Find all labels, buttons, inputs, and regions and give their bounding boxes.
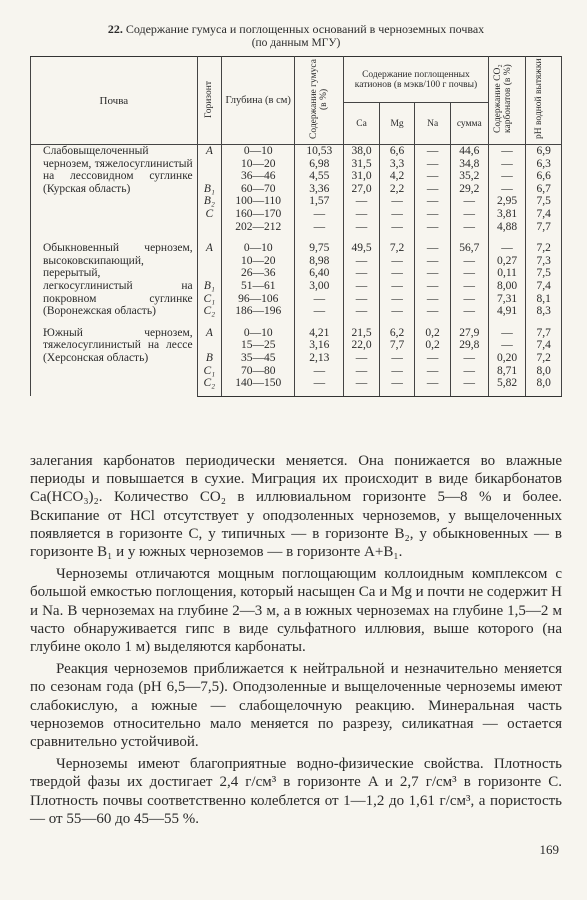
cell-mg: — (379, 293, 415, 306)
header-sum: сумма (450, 103, 488, 145)
cell-sum: 44,6 (450, 145, 488, 158)
cell-ca: 21,5 (344, 318, 380, 340)
cell-co2: 7,31 (488, 293, 526, 306)
cell-ca: — (344, 305, 380, 318)
cell-ph: 7,2 (526, 352, 562, 365)
cell-sum: 29,2 (450, 183, 488, 196)
cell-depth: 10—20 (222, 158, 295, 171)
cell-humus: 3,36 (295, 183, 344, 196)
cell-ca: 31,0 (344, 170, 380, 183)
cell-sum: 56,7 (450, 233, 488, 255)
cell-humus: — (295, 365, 344, 378)
cell-na: — (415, 145, 451, 158)
paragraph: залегания карбонатов периодически меняется. Она понижается во влажные периоды и повышается в сухие. Миграция их происходит в виде бикарбонатов Ca(HCO₃)₂. Количество CO₂ в иллювиальном горизонте 5—8 % и более. Вскипание от HCl отсутствует у оподзоленных черноземов, у выщелоченных появляется в горизонте C, у типичных — в горизонте B₂, у обыкновенных — в горизонте B₁ и у южных черноземов — в горизонте A+B₁. (30, 453, 562, 561)
cell-ph: 8,3 (526, 305, 562, 318)
cell-humus: — (295, 293, 344, 306)
cell-humus: — (295, 221, 344, 234)
paragraph: Черноземы имеют благоприятные водно-физические свойства. Плотность твердой фазы их достигает 2,4 г/см³ в горизонте A и 2,7 г/см³ в горизонте C. Плотность почвы соответственно колеблется от 1—1,2 до 1,61 г/см³, а пористость — от 55—60 до 45—55 %. (30, 756, 562, 827)
cell-co2: — (488, 170, 526, 183)
cell-mg: — (379, 365, 415, 378)
cell-ph: 7,4 (526, 208, 562, 221)
cell-horizon: C (197, 208, 221, 221)
cell-depth: 0—10 (222, 233, 295, 255)
cell-mg: — (379, 255, 415, 268)
cell-co2: 4,91 (488, 305, 526, 318)
cell-mg: — (379, 352, 415, 365)
soil-name: Южный чернозем, тяжелосуглинистый на лессе (Херсонская область) (31, 318, 198, 396)
cell-ca: 38,0 (344, 145, 380, 158)
cell-sum: — (450, 208, 488, 221)
cell-na: — (415, 293, 451, 306)
cell-humus: 1,57 (295, 195, 344, 208)
page-content (30, 22, 562, 397)
cell-co2: — (488, 339, 526, 352)
cell-depth: 160—170 (222, 208, 295, 221)
cell-ca: — (344, 280, 380, 293)
cell-co2: — (488, 183, 526, 196)
cell-co2: 0,27 (488, 255, 526, 268)
cell-humus: 4,21 (295, 318, 344, 340)
cell-horizon (197, 339, 221, 352)
cell-ph: 7,7 (526, 318, 562, 340)
cell-na: — (415, 267, 451, 280)
cell-sum: 35,2 (450, 170, 488, 183)
cell-mg: 6,6 (379, 145, 415, 158)
cell-ph: 7,5 (526, 267, 562, 280)
cell-horizon: B₁ (197, 280, 221, 293)
header-ph: pH водной вытяжки (526, 57, 562, 145)
cell-ca: 22,0 (344, 339, 380, 352)
cell-na: — (415, 377, 451, 396)
cell-mg: — (379, 305, 415, 318)
cell-na: — (415, 280, 451, 293)
cell-co2: 0,20 (488, 352, 526, 365)
cell-sum: — (450, 365, 488, 378)
cell-ph: 7,4 (526, 339, 562, 352)
cell-ca: — (344, 255, 380, 268)
cell-sum: — (450, 255, 488, 268)
cell-ph: 8,1 (526, 293, 562, 306)
cell-co2: — (488, 145, 526, 158)
cell-humus: — (295, 377, 344, 396)
cell-horizon: B (197, 352, 221, 365)
cell-depth: 96—106 (222, 293, 295, 306)
cell-mg: 7,2 (379, 233, 415, 255)
cell-ca: — (344, 208, 380, 221)
cell-sum: — (450, 293, 488, 306)
table-number: 22. (107, 22, 123, 36)
cell-sum: 29,8 (450, 339, 488, 352)
cell-mg: 6,2 (379, 318, 415, 340)
soil-name: Слабовыщелоченный чернозем, тяжелосуглинистый на лессовидном суглинке (Курская область) (31, 145, 198, 234)
cell-ph: 7,4 (526, 280, 562, 293)
cell-depth: 0—10 (222, 145, 295, 158)
cell-depth: 140—150 (222, 377, 295, 396)
header-ca: Ca (344, 103, 380, 145)
cell-co2: — (488, 233, 526, 255)
cell-sum: 34,8 (450, 158, 488, 171)
cell-na: 0,2 (415, 318, 451, 340)
cell-humus: 3,16 (295, 339, 344, 352)
table-header (31, 57, 562, 145)
cell-humus: 6,98 (295, 158, 344, 171)
cell-ph: 6,7 (526, 183, 562, 196)
cell-ph: 8,0 (526, 365, 562, 378)
cell-ph: 6,9 (526, 145, 562, 158)
table-row (31, 318, 562, 340)
cell-mg: 2,2 (379, 183, 415, 196)
header-humus: Содержание гумуса (в %) (295, 57, 344, 145)
cell-co2: — (488, 318, 526, 340)
table-body (31, 145, 562, 397)
cell-ca: 49,5 (344, 233, 380, 255)
cell-horizon: C₂ (197, 305, 221, 318)
cell-mg: — (379, 280, 415, 293)
table-row (31, 233, 562, 255)
cell-mg: — (379, 195, 415, 208)
cell-mg: 3,3 (379, 158, 415, 171)
cell-na: — (415, 233, 451, 255)
cell-humus: 3,00 (295, 280, 344, 293)
cell-horizon (197, 221, 221, 234)
cell-na: — (415, 352, 451, 365)
cell-mg: 4,2 (379, 170, 415, 183)
cell-horizon: A (197, 318, 221, 340)
cell-sum: — (450, 267, 488, 280)
cell-horizon (197, 255, 221, 268)
header-depth: Глубина (в см) (222, 57, 295, 145)
header-cations: Содержание поглощенных катионов (в мэкв/100 г почвы) (344, 57, 488, 103)
cell-ph: 8,0 (526, 377, 562, 396)
cell-humus: 9,75 (295, 233, 344, 255)
cell-humus: 2,13 (295, 352, 344, 365)
cell-sum: — (450, 280, 488, 293)
cell-na: — (415, 158, 451, 171)
paragraph: Черноземы отличаются мощным поглощающим коллоидным комплексом с большой емкостью поглощения, который насыщен Ca и Mg и почти не содержит H и Na. В черноземах на глубине 2—3 м, а в южных черноземах на глубине 1,5—2 м часто обнаруживается гипс в виде сульфатного иллювия, выше которого (на глубине около 1 м) выделяются карбонаты. (30, 566, 562, 656)
cell-horizon: B₁ (197, 183, 221, 196)
cell-mg: — (379, 208, 415, 221)
cell-mg: 7,7 (379, 339, 415, 352)
cell-co2: 3,81 (488, 208, 526, 221)
cell-sum: — (450, 352, 488, 365)
cell-horizon: A (197, 233, 221, 255)
cell-na: 0,2 (415, 339, 451, 352)
cell-ca: — (344, 221, 380, 234)
cell-co2: 0,11 (488, 267, 526, 280)
cell-ca: — (344, 267, 380, 280)
header-na: Na (415, 103, 451, 145)
cell-sum: 27,9 (450, 318, 488, 340)
cell-ph: 6,3 (526, 158, 562, 171)
cell-depth: 51—61 (222, 280, 295, 293)
cell-depth: 35—45 (222, 352, 295, 365)
cell-ca: — (344, 352, 380, 365)
cell-ph: 7,2 (526, 233, 562, 255)
cell-horizon: C₁ (197, 293, 221, 306)
cell-ca: 31,5 (344, 158, 380, 171)
cell-ph: 6,6 (526, 170, 562, 183)
cell-ca: — (344, 377, 380, 396)
table-title: Содержание гумуса и поглощенных оснований в черноземных почвах (125, 22, 485, 36)
cell-depth: 10—20 (222, 255, 295, 268)
cell-na: — (415, 221, 451, 234)
cell-ca: — (344, 293, 380, 306)
paragraph: Реакция черноземов приближается к нейтральной и незначительно меняется по сезонам года (pH 6,5—7,5). Оподзоленные и выщелоченные черноземы имеют слабокислую, а южные — слабощелочную реакцию. Минеральная часть черноземов относительно мало меняется по разрезу, силикатная — остается сравнительно устойчивой. (30, 661, 562, 751)
header-co2: Содержание CO₂ карбонатов (в %) (488, 57, 526, 145)
header-mg: Mg (379, 103, 415, 145)
cell-ca: — (344, 365, 380, 378)
table-row (31, 145, 562, 158)
cell-na: — (415, 255, 451, 268)
cell-co2: 8,71 (488, 365, 526, 378)
cell-co2: 4,88 (488, 221, 526, 234)
cell-horizon (197, 158, 221, 171)
cell-horizon: C₁ (197, 365, 221, 378)
cell-na: — (415, 208, 451, 221)
cell-co2: — (488, 158, 526, 171)
cell-horizon: A (197, 145, 221, 158)
cell-mg: — (379, 221, 415, 234)
cell-sum: — (450, 377, 488, 396)
cell-horizon: C₂ (197, 377, 221, 396)
page-number: 169 (539, 842, 559, 857)
cell-co2: 5,82 (488, 377, 526, 396)
cell-horizon (197, 267, 221, 280)
cell-horizon: B₂ (197, 195, 221, 208)
cell-depth: 202—212 (222, 221, 295, 234)
cell-ph: 7,7 (526, 221, 562, 234)
cell-humus: — (295, 305, 344, 318)
cell-sum: — (450, 195, 488, 208)
cell-na: — (415, 365, 451, 378)
cell-depth: 186—196 (222, 305, 295, 318)
cell-na: — (415, 183, 451, 196)
cell-depth: 26—36 (222, 267, 295, 280)
cell-ca: — (344, 195, 380, 208)
cell-na: — (415, 305, 451, 318)
cell-depth: 100—110 (222, 195, 295, 208)
cell-humus: 8,98 (295, 255, 344, 268)
soil-name: Обыкновенный чернозем, высоковскипающий, перерытый, легкосуглинистый на покровном суглинке (Воронежская область) (31, 233, 198, 318)
cell-depth: 36—46 (222, 170, 295, 183)
table-subtitle: (по данным МГУ) (251, 37, 341, 49)
header-soil: Почва (31, 57, 198, 145)
cell-humus: 6,40 (295, 267, 344, 280)
cell-co2: 2,95 (488, 195, 526, 208)
cell-na: — (415, 195, 451, 208)
humus-table (30, 56, 562, 397)
cell-co2: 8,00 (488, 280, 526, 293)
cell-ph: 7,5 (526, 195, 562, 208)
cell-humus: — (295, 208, 344, 221)
cell-humus: 10,53 (295, 145, 344, 158)
cell-depth: 60—70 (222, 183, 295, 196)
cell-mg: — (379, 267, 415, 280)
cell-ca: 27,0 (344, 183, 380, 196)
cell-sum: — (450, 305, 488, 318)
cell-ph: 7,3 (526, 255, 562, 268)
cell-na: — (415, 170, 451, 183)
cell-mg: — (379, 377, 415, 396)
cell-depth: 0—10 (222, 318, 295, 340)
cell-depth: 70—80 (222, 365, 295, 378)
table-caption (30, 22, 562, 50)
header-horizon: Горизонт (197, 57, 221, 145)
cell-sum: — (450, 221, 488, 234)
body-text (30, 452, 562, 828)
cell-humus: 4,55 (295, 170, 344, 183)
cell-depth: 15—25 (222, 339, 295, 352)
cell-horizon (197, 170, 221, 183)
